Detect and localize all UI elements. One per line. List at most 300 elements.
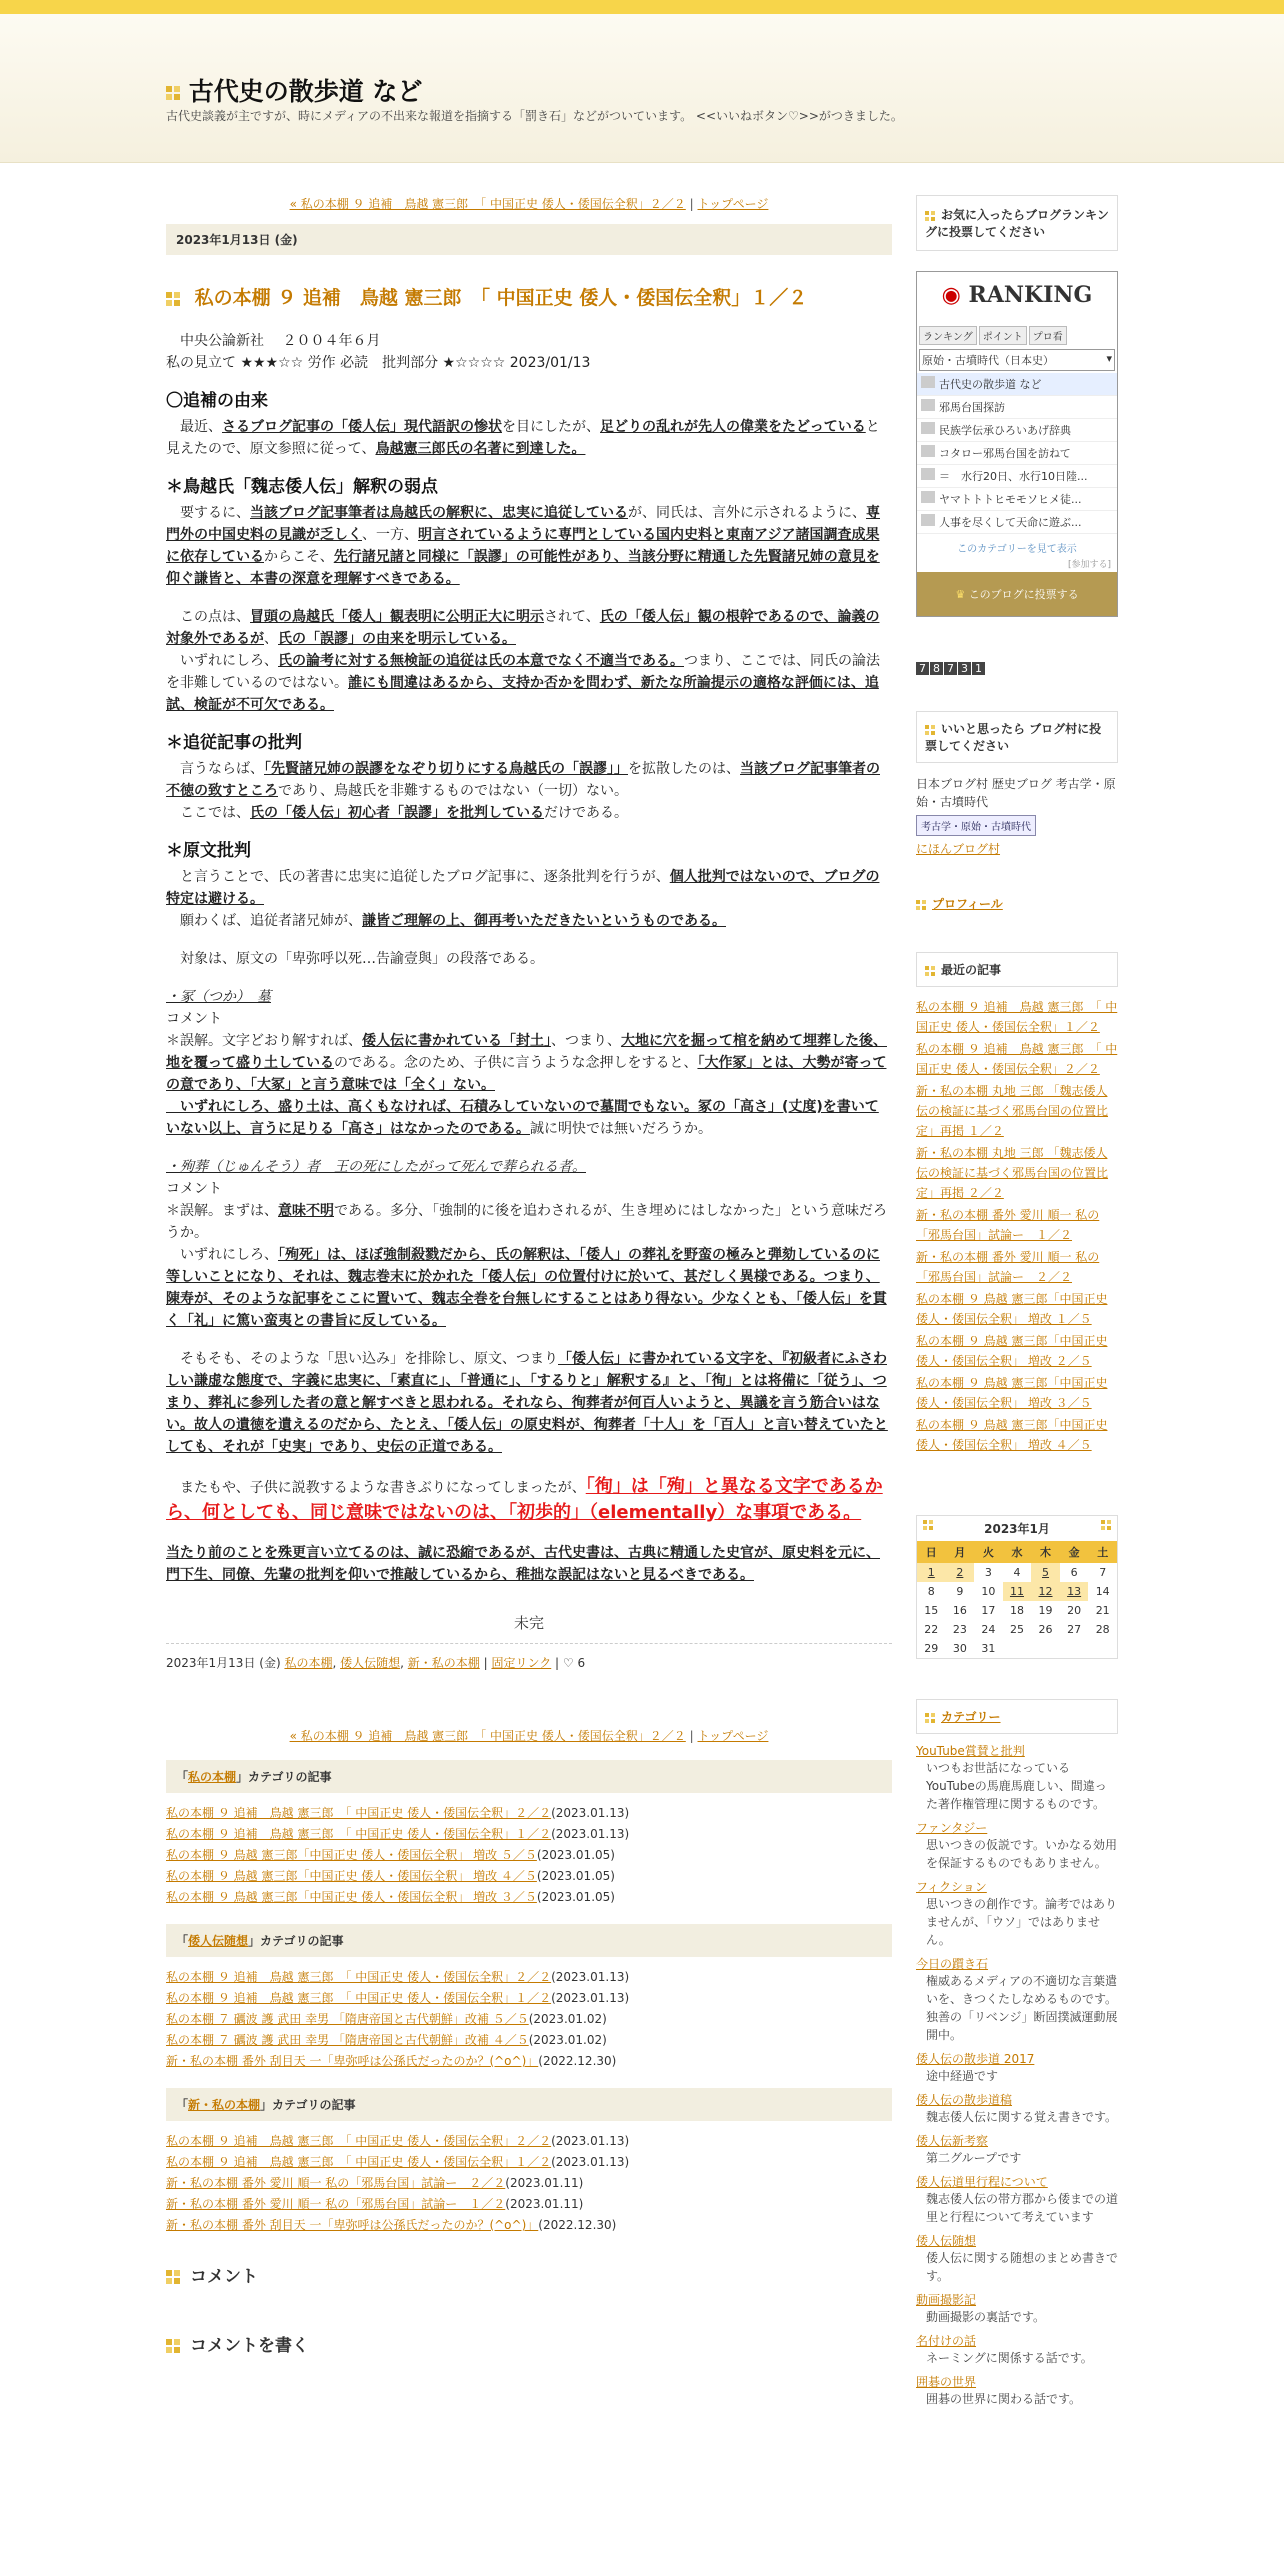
comment-label: コメント [166,1181,222,1197]
text: いずれにしろ、 [166,1247,278,1263]
comment-label: コメント [166,1011,222,1027]
category-description: 権威あるメディアの不適切な言葉遣いを、きつくたしなめるものです。独善の「リベンジ」断固撲滅運動展開中。 [926,1974,1118,2042]
category-link[interactable]: 倭人伝道里行程について [916,2175,1048,2189]
text: だけである。 [544,805,628,821]
category-article-link[interactable]: 私の本棚 ９ 追補 鳥越 憲三郎 「 中国正史 倭人・倭国伝全釈」２／２ [166,1806,552,1820]
text: 氏の「倭人伝」初心者「誤謬」を批判している [250,805,544,821]
ranking-vote-button[interactable] [917,572,1117,616]
text: 「殉死」は、ほぼ強制殺戮だから、氏の解釈は、「倭人」の葬礼を野蛮の極みと弾劾しているのに等しいことになり、それは、魏志巻末に於かれた「倭人伝」の位置付けに於いて、甚だしく異様である。つまり、陳寿が、そのような記事をここに置いて、魏志全巻を台無しにすることはあり得ない。少なくとも、「倭人伝」を貫く「礼」に篤い蛮夷との書旨に反している。 [166,1247,887,1329]
text: である。多分、「強制的に後を追わされるが、生き埋めにはしなかった」という意味だろうか。 [166,1203,887,1241]
paragraph-point [166,606,892,716]
ranking-list [917,373,1117,534]
category-article-link[interactable]: 私の本棚 ９ 鳥越 憲三郎「中国正史 倭人・倭国伝全釈」 増改 ３／５ [166,1890,537,1904]
top-page-link[interactable]: トップページ [697,1729,769,1743]
category-article-date: (2023.01.13) [551,1806,630,1820]
quote-burial: ・殉葬（じゅんそう）者 王の死にしたがって死んで葬られる者。 [166,1159,586,1175]
ranking-item-title: ＝ 水行20日、水行10日陸... [939,470,1088,483]
counter-digit: 7 [916,662,929,675]
text: ここでは、 [166,805,250,821]
calendar-day: 15 [924,1604,939,1617]
text: 、つまり、 [551,1033,621,1049]
category-article-link[interactable]: 私の本棚 ９ 追補 鳥越 憲三郎 「 中国正史 倭人・倭国伝全釈」１／２ [166,2155,552,2169]
ranking-item-title: ヤマトトトヒモモソヒメ徒... [939,493,1082,506]
ranking-item-title: 古代史の散歩道 など [939,378,1042,391]
crown-icon: ♛ [955,588,966,601]
text: 意味不明 [278,1203,334,1219]
category-article-item [166,2051,892,2072]
text: 「倭人伝」に書かれている文字を、『初級者にふさわしい謙虚な態度で、字義に忠実に、「素直に」、「普通に」、「するりと」解釈する』と、「徇」とは将備に「従う」、つまり、葬礼に参列した者の意と解すべきと思われる。それなら、徇葬者が何百人いようと、異議を言う筋合いはない。故人の遺徳を遺えるのだから、たとえ、「倭人伝」の原史料が、徇葬者「十人」を「百人」と言い替えていたとしても、それが「史実」であり、史伝の正道である。 [166,1351,888,1455]
counter-digit: 7 [944,662,957,675]
category-article-link[interactable]: 私の本棚 ９ 鳥越 憲三郎「中国正史 倭人・倭国伝全釈」 増改 ４／５ [166,1869,537,1883]
text: 鳥越憲三郎氏の名著に到達した。 [375,441,586,457]
ranking-thumb-icon [921,445,935,457]
text: であり、鳥越氏を非難するものではない（一切）ない。 [278,783,628,799]
profile-heading [916,895,1118,912]
text: 明言されているように専門としている国内史料と東南アジア諸国調査成果に依存している [166,527,880,565]
calendar-day[interactable]: 2 [946,1563,975,1582]
category-article-date: (2023.01.11) [505,2176,584,2190]
calendar-day: 6 [1070,1566,1078,1579]
category-heading-suffix: 」カテゴリの記事 [236,1770,332,1784]
square-icon [916,900,926,910]
text: のである。念のため、子供に言うような念押しをすると、 [334,1055,698,1071]
next-month-icon[interactable] [1101,1520,1111,1530]
text: 要するに、 [166,505,250,521]
text: 個人批判ではないので、ブログの特定は避ける。 [166,869,880,907]
calendar-day: 19 [1038,1604,1053,1617]
ranking-tab[interactable]: ポイント [979,326,1027,345]
category-link[interactable]: 倭人伝新考察 [916,2134,989,2148]
recent-article-link[interactable]: 私の本棚 ９ 鳥越 憲三郎「中国正史 倭人・倭国伝全釈」 増改 ４／５ [916,1418,1108,1452]
recent-article-link[interactable]: 私の本棚 ９ 追補 鳥越 憲三郎 「 中国正史 倭人・倭国伝全釈」１／２ [916,1000,1118,1034]
paragraph-tomb [166,1030,892,1140]
category-article-date: (2023.01.05) [536,1869,615,1883]
category-article-item [166,2152,892,2173]
main-column [166,195,892,2356]
category-link[interactable]: 倭人伝随想 [916,2234,977,2248]
text: 先行諸兄諸と同様に「誤謬」の可能性があり、当該分野に精通した先賢諸兄姉の意見を仰ぐ謙皆と、本書の深意を理解すべきである。 [166,549,880,587]
calendar-day: 21 [1095,1604,1110,1617]
intro-rating: 私の見立て ★★★☆☆ 労作 必読 批判部分 ★☆☆☆☆ 2023/01/13 [166,355,591,371]
category-list [916,1742,1118,2408]
text: そもそも、そのような「思い込み」を排除し、原文、つまり [166,1351,558,1367]
calendar-day: 14 [1095,1585,1110,1598]
category-article-item [166,2009,892,2030]
category-article-date: (2023.01.05) [536,1848,615,1862]
category-title-link[interactable]: カテゴリー [941,1710,1001,1724]
paragraph-target: 対象は、原文の「卑弥呼以死…告諭壹與」の段落である。 [166,951,544,967]
recent-article-link[interactable]: 新・私の本棚 番外 愛川 順一 私の「邪馬台国」試論ー ２／２ [916,1250,1100,1284]
text: 「徇」は「殉」と異なる文字であるから、何としても、同じ意味ではないのは、「初歩的」（elementally）な事項である。 [166,1476,883,1523]
recent-article-link[interactable]: 私の本棚 ９ 鳥越 憲三郎「中国正史 倭人・倭国伝全釈」 増改 １／５ [916,1292,1108,1326]
square-icon [166,2339,180,2353]
text: 足どりの乱れが先人の偉業をたどっている [600,419,866,435]
ranking-tab[interactable]: ランキング [919,326,977,345]
calendar-day: 10 [981,1585,996,1598]
recent-article-link[interactable]: 私の本棚 ９ 鳥越 憲三郎「中国正史 倭人・倭国伝全釈」 増改 ３／５ [916,1376,1108,1410]
ranking-item[interactable] [917,511,1117,534]
calendar-week [917,1582,1117,1601]
calendar-week [917,1601,1117,1620]
recent-article-link[interactable]: 私の本棚 ９ 追補 鳥越 憲三郎 「 中国正史 倭人・倭国伝全釈」２／２ [916,1042,1118,1076]
prev-post-link[interactable]: « 私の本棚 ９ 追補 鳥越 憲三郎 「 中国正史 倭人・倭国伝全釈」２／２ [289,1729,686,1743]
square-icon [925,966,935,976]
recent-article-link[interactable]: 新・私の本棚 番外 愛川 順一 私の「邪馬台国」試論ー １／２ [916,1208,1100,1242]
category-article-link[interactable]: 私の本棚 ９ 追補 鳥越 憲三郎 「 中国正史 倭人・倭国伝全釈」１／２ [166,1991,552,2005]
calendar-day[interactable]: 13 [1060,1582,1089,1601]
recent-list [916,997,1118,1455]
square-icon [925,1713,935,1723]
ranking-item-title: 邪馬台国探訪 [939,401,1005,414]
calendar-day-header: 月 [946,1541,975,1563]
prev-month-icon[interactable] [923,1520,933,1530]
ranking-tab[interactable]: プロ看 [1029,326,1067,345]
nav-separator: | [689,197,694,211]
meta-category-link[interactable]: 私の本棚 [284,1656,333,1670]
paragraph-origin [166,416,892,460]
meta-time: 2023年1月13日 (金) [166,1656,281,1670]
text: つまり、ここでは、同氏の論法を非難しているのではない。 [166,653,880,691]
category-article-item [166,2131,892,2152]
category-article-link[interactable]: 私の本棚 ９ 追補 鳥越 憲三郎 「 中国正史 倭人・倭国伝全釈」２／２ [166,1970,552,1984]
category-article-link[interactable]: 新・私の本棚 番外 刮目天 一「卑弥呼は公孫氏だったのか？(^o^)」 [166,2218,539,2232]
category-description: いつもお世話になっているYouTubeの馬鹿馬鹿しい、間違った著作権管理に関するものです。 [926,1761,1107,1811]
post-nav-bottom [166,1727,892,1744]
text: 誠に明快では無いだろうか。 [530,1121,712,1137]
category-article-date: (2023.01.02) [528,2012,607,2026]
text: を拡散したのは、 [628,761,740,777]
text: 謙皆ご理解の上、御再考いただきたいというものである。 [362,913,726,929]
category-article-date: (2022.12.30) [538,2054,617,2068]
site-description: 古代史談義が主ですが、時にメディアの不出来な報道を指摘する「罰き石」などがついています。 <<いいねボタン♡>>がつきました。 [166,109,903,123]
permalink[interactable]: 固定リンク [491,1656,552,1670]
intro-publisher: 中央公論新社 ２００４年６月 [166,333,381,349]
square-icon [166,2270,180,2284]
heading-source-critique: ＊原文批判 [166,841,251,861]
calendar-day-header: 金 [1060,1541,1089,1563]
calendar-day: 31 [981,1642,996,1655]
paragraph-weakness [166,502,892,590]
category-article-item [166,2030,892,2051]
category-heading-suffix: 」カテゴリの記事 [248,1934,344,1948]
calendar-day-header: 火 [974,1541,1003,1563]
category-article-list [166,2131,892,2236]
category-description: 思いつきの仮説です。いかなる効用を保証するものでもありません。 [926,1838,1118,1870]
category-description: 魏志倭人伝の帯方郡から倭までの道里と行程について考えています [926,2192,1119,2224]
category-article-date: (2023.01.11) [505,2197,584,2211]
text: 最近、 [166,419,222,435]
recent-article-link[interactable]: 私の本棚 ９ 鳥越 憲三郎「中国正史 倭人・倭国伝全釈」 増改 ２／５ [916,1334,1108,1368]
counter-digit: 1 [972,662,985,675]
category-article-date: (2023.01.13) [551,2134,630,2148]
recent-article-link[interactable]: 新・私の本棚 丸地 三郎 「魏志倭人伝の検証に基づく邪馬台国の位置比定」再掲 ２／２ [916,1146,1109,1200]
paragraph-premise [166,1348,892,1458]
category-link[interactable]: 囲碁の世界 [916,2375,977,2389]
category-block-heading: 「新・私の本棚」カテゴリの記事 [166,2088,892,2121]
calendar-day-header: 木 [1031,1541,1060,1563]
calendar-day: 7 [1099,1566,1107,1579]
ranking-select-value: 原始・古墳時代（日本史） [922,354,1054,367]
paragraph-conclusion: 当たり前のことを殊更言い立てるのは、誠に恐縮であるが、古代史書は、古典に精通した史官が、原史料を元に、門下生、同僚、先輩の批判を仰いで推敲しているから、稚拙な誤記はないと見るべきである。 [166,1545,880,1583]
category-article-date: (2023.01.02) [528,2033,607,2047]
category-description: 思いつきの創作です。論考ではありませんが、「ウソ」ではありません。 [926,1897,1118,1947]
category-article-link[interactable]: 私の本棚 ７ 礪波 護 武田 幸男 「隋唐帝国と古代朝鮮」改補 ５／５ [166,2012,529,2026]
calendar-title: 2023年1月 [984,1522,1050,1536]
category-article-item [166,1887,892,1908]
nihon-prompt [916,711,1118,763]
category-article-item [166,2173,892,2194]
calendar-day [1031,1639,1060,1658]
calendar-header [917,1516,1117,1541]
calendar [916,1515,1118,1659]
profile-link[interactable]: プロフィール [932,897,1003,911]
category-name-link[interactable]: 倭人伝随想 [188,1934,249,1948]
calendar-day[interactable]: 5 [1031,1563,1060,1582]
calendar-day[interactable]: 1 [917,1563,946,1582]
text: 願わくば、追従者諸兄姉が、 [166,913,362,929]
ranking-item[interactable] [917,419,1117,442]
category-description: 囲碁の世界に関わる話です。 [926,2392,1082,2406]
ranking-join-link[interactable]: [参加する] [1067,560,1111,570]
calendar-day [1088,1639,1117,1658]
ranking-item[interactable] [917,465,1117,488]
calendar-day: 25 [1009,1623,1024,1636]
incomplete-note: 未完 [513,1614,544,1632]
ranking-widget [916,271,1118,617]
text: 、 [264,631,278,647]
post-meta: 2023年1月13日 (金) 私の本棚, 倭人伝随想, 新・私の本棚 | 固定リンク | ♡ 6 [166,1643,892,1671]
post-square-icon [166,292,180,306]
logo-icon: ◉ [941,282,961,308]
category-link[interactable]: ファンタジー [916,1821,988,1835]
category-link[interactable]: YouTube賞賛と批判 [916,1744,1025,1758]
nihon-link[interactable]: にほんブログ村 [916,842,1001,856]
category-link[interactable]: 動画撮影記 [916,2293,977,2307]
write-comment-title: コメントを書く [190,2336,309,2356]
write-comment-heading [166,2331,892,2356]
calendar-grid [917,1541,1117,1658]
recent-article-link[interactable]: 新・私の本棚 丸地 三郎 「魏志倭人伝の検証に基づく邪馬台国の位置比定」再掲 １／２ [916,1084,1109,1138]
category-article-link[interactable]: 私の本棚 ９ 鳥越 憲三郎「中国正史 倭人・倭国伝全釈」 増改 ５／５ [166,1848,537,1862]
ranking-thumb-icon [921,422,935,434]
text: されて、 [544,609,600,625]
post-title[interactable] [166,283,892,310]
paragraph-burial [166,1200,892,1332]
post-title-text[interactable]: 私の本棚 ９ 追補 鳥越 憲三郎 「 中国正史 倭人・倭国伝全釈」１／２ [194,287,808,309]
category-description: 途中経過です [926,2069,999,2083]
comments-heading [166,2262,892,2287]
calendar-day-header: 水 [1003,1541,1032,1563]
text: いずれにしろ、 [166,653,278,669]
category-article-item [166,1845,892,1866]
category-article-item [166,1967,892,1988]
calendar-day: 8 [927,1585,935,1598]
sidebar [916,195,1118,2408]
ranking-item[interactable] [917,488,1117,511]
category-article-date: (2023.01.13) [551,1991,630,2005]
calendar-week [917,1620,1117,1639]
calendar-day: 4 [1013,1566,1021,1579]
ranking-thumb-icon [921,514,935,526]
calendar-day: 18 [1009,1604,1024,1617]
category-article-link[interactable]: 新・私の本棚 番外 愛川 順一 私の「邪馬台国」試論ー １／２ [166,2197,506,2211]
recent-heading [916,952,1118,987]
category-article-list [166,1803,892,1908]
text: 当該ブログ記事筆者の不徳の致すところ [166,761,880,799]
counter-digit: 8 [930,662,943,675]
ranking-prompt [916,195,1118,251]
text: 倭人伝に書かれている「封土」 [362,1033,551,1049]
category-block-heading: 「私の本棚」カテゴリの記事 [166,1760,892,1793]
post-date: 2023年1月13日 (金) [166,224,892,255]
text: 言うならば、 [166,761,264,777]
site-title-link[interactable]: 古代史の散歩道 など [188,77,423,106]
category-article-item [166,2194,892,2215]
category-article-link[interactable]: 私の本棚 ７ 礪波 護 武田 幸男 「隋唐帝国と古代朝鮮」改補 ４／５ [166,2033,529,2047]
category-description: 魏志倭人伝に関する覚え書きです。 [926,2110,1118,2124]
like-button[interactable] [563,1656,585,1670]
text: ＊誤解。文字どおり解すれば、 [166,1033,362,1049]
category-article-item [166,2215,892,2236]
category-article-date: (2023.01.13) [551,1827,630,1841]
calendar-day [1003,1639,1032,1658]
category-name-link[interactable]: 私の本棚 [188,1770,237,1784]
calendar-day[interactable]: 12 [1031,1582,1060,1601]
calendar-day [1060,1639,1089,1658]
ranking-thumb-icon [921,491,935,503]
category-description: 倭人伝に関する随想のまとめ書きです。 [926,2251,1119,2283]
text: いずれにしろ、盛り土は、高くもなければ、石積みしていないので墓間でもない。冢の「高さ」(丈度)を書いていない以上、言うに足りる「高さ」はなかったのである。 [166,1099,879,1137]
nav-separator: | [689,1729,694,1743]
calendar-day-header: 日 [917,1541,946,1563]
quote-tomb: ・冢（つか） 墓 [166,989,271,1005]
text: さるブログ記事の「倭人伝」現代語訳の惨状 [222,419,502,435]
text: 大地に穴を掘って棺を納めて埋葬した後、地を覆って盛り土している [166,1033,887,1071]
heading-follower-critique: ＊追従記事の批判 [166,733,302,753]
paragraph-source [166,866,892,932]
square-icon [925,211,935,221]
category-link[interactable]: 名付けの話 [916,2334,977,2348]
category-heading [916,1699,1118,1734]
calendar-day: 30 [952,1642,967,1655]
category-article-link[interactable]: 新・私の本棚 番外 愛川 順一 私の「邪馬台国」試論ー ２／２ [166,2176,506,2190]
square-icon [925,725,935,735]
calendar-day: 22 [924,1623,939,1636]
calendar-day: 16 [952,1604,967,1617]
category-name-link[interactable]: 新・私の本棚 [188,2098,261,2112]
category-article-item [166,1824,892,1845]
nihon-prompt-text: いいと思ったら ブログ村に投票してください [925,722,1102,753]
like-count: 6 [577,1656,586,1670]
nihon-badge[interactable]: 考古学・原始・古墳時代 [916,815,1036,836]
ranking-item-title: 民族学伝承ひろいあげ辞典 [939,424,1071,437]
text: を目にしたが、 [502,419,600,435]
ranking-thumb-icon [921,376,935,388]
text: 「先賢諸兄姉の誤謬をなぞり切りにする鳥越氏の「誤謬」」 [264,761,628,777]
category-heading-suffix: 」カテゴリの記事 [260,2098,356,2112]
top-accent-bar [0,0,1284,14]
category-link[interactable]: フィクション [916,1880,987,1894]
counter-digit: 3 [958,662,971,675]
category-description: 動画撮影の裏話です。 [926,2310,1046,2324]
category-link[interactable]: 今日の躓き石 [916,1957,989,1971]
text: 氏の論考に対する無検証の追従は氏の本意でなく不適当である。 [278,653,684,669]
ranking-category-link[interactable]: このカテゴリーを見て表示 [957,544,1077,555]
calendar-day: 26 [1038,1623,1053,1636]
category-article-date: (2022.12.30) [538,2218,617,2232]
ranking-category-select[interactable] [919,349,1115,371]
text: 誰にも間違はあるから、支持か否かを問わず、新たな所論提示の適格な評価には、追試、検証が不可欠である。 [166,675,879,713]
ranking-item[interactable] [917,442,1117,465]
ranking-prompt-text: お気に入ったらブログランキングに投票してください [925,208,1109,239]
category-article-item [166,1988,892,2009]
calendar-day: 20 [1067,1604,1082,1617]
calendar-day: 28 [1095,1623,1110,1636]
category-link[interactable]: 倭人伝の散歩道 2017 [916,2052,1035,2066]
nihon-text: 日本ブログ村 歴史ブログ 考古学・原始・古墳時代 [916,777,1116,809]
post-nav-top [166,195,892,212]
category-description: ネーミングに関係する話です。 [926,2351,1093,2365]
paragraph-elementary [166,1474,892,1526]
category-article-date: (2023.01.13) [551,1970,630,1984]
heart-icon: ♡ [562,1656,574,1670]
site-header [0,14,1284,163]
text: と見えたので、原文参照に従って、 [166,419,880,457]
text: が、同氏は、言外に示されるように、 [628,505,866,521]
text: またもや、子供に説教するような書きぶりになってしまったが、 [166,1480,586,1496]
chevron-down-icon: ▾ [1106,352,1112,365]
top-page-link[interactable]: トップページ [697,197,769,211]
calendar-day: 23 [952,1623,967,1636]
calendar-day: 24 [981,1623,996,1636]
comments-title: コメント [190,2267,258,2287]
calendar-week [917,1563,1117,1582]
ranking-logo-text: RANKING [968,282,1093,308]
category-link[interactable]: 倭人伝の散歩道稿 [916,2093,1013,2107]
recent-title: 最近の記事 [941,963,1002,977]
calendar-week [917,1639,1117,1658]
ranking-logo[interactable] [917,272,1117,324]
ranking-item-title: 人事を尽くして天命に遊ぶ... [939,516,1082,529]
calendar-day[interactable]: 11 [1003,1582,1032,1601]
category-article-link[interactable]: 新・私の本棚 番外 刮目天 一「卑弥呼は公孫氏だったのか？(^o^)」 [166,2054,539,2068]
post-body [166,330,892,1586]
category-block-heading: 「倭人伝随想」カテゴリの記事 [166,1924,892,1957]
category-article-list [166,1967,892,2072]
title-square-icon [166,86,180,100]
prev-post-link[interactable]: « 私の本棚 ９ 追補 鳥越 憲三郎 「 中国正史 倭人・倭国伝全釈」２／２ [289,197,686,211]
text: 当該ブログ記事筆者は鳥越氏の解釈に、忠実に追従している [250,505,628,521]
calendar-day: 3 [984,1566,992,1579]
category-article-link[interactable]: 私の本棚 ９ 追補 鳥越 憲三郎 「 中国正史 倭人・倭国伝全釈」２／２ [166,2134,552,2148]
ranking-item[interactable] [917,373,1117,396]
ranking-vote-text: このブログに投票する [968,588,1079,601]
text: 「大作冢」とは、大勢が寄っての意であり、「大冢」と言う意味では「全く」ない。 [166,1055,887,1093]
text: 氏の「誤謬」の由来を明示している。 [278,631,516,647]
ranking-thumb-icon [921,468,935,480]
text: と言うことで、氏の著書に忠実に追従したブログ記事に、逐条批判を行うが、 [166,869,670,885]
category-article-link[interactable]: 私の本棚 ９ 追補 鳥越 憲三郎 「 中国正史 倭人・倭国伝全釈」１／２ [166,1827,552,1841]
category-description: 第二グループです [926,2151,1022,2165]
ranking-item[interactable] [917,396,1117,419]
site-title[interactable] [166,72,422,108]
meta-category-link[interactable]: 新・私の本棚 [407,1656,480,1670]
ranking-tabs [917,324,1117,347]
category-article-item [166,1803,892,1824]
ranking-item-title: コタロー邪馬台国を訪ねて [939,447,1071,460]
category-articles [166,1760,892,2236]
meta-category-link[interactable]: 倭人伝随想 [340,1656,401,1670]
